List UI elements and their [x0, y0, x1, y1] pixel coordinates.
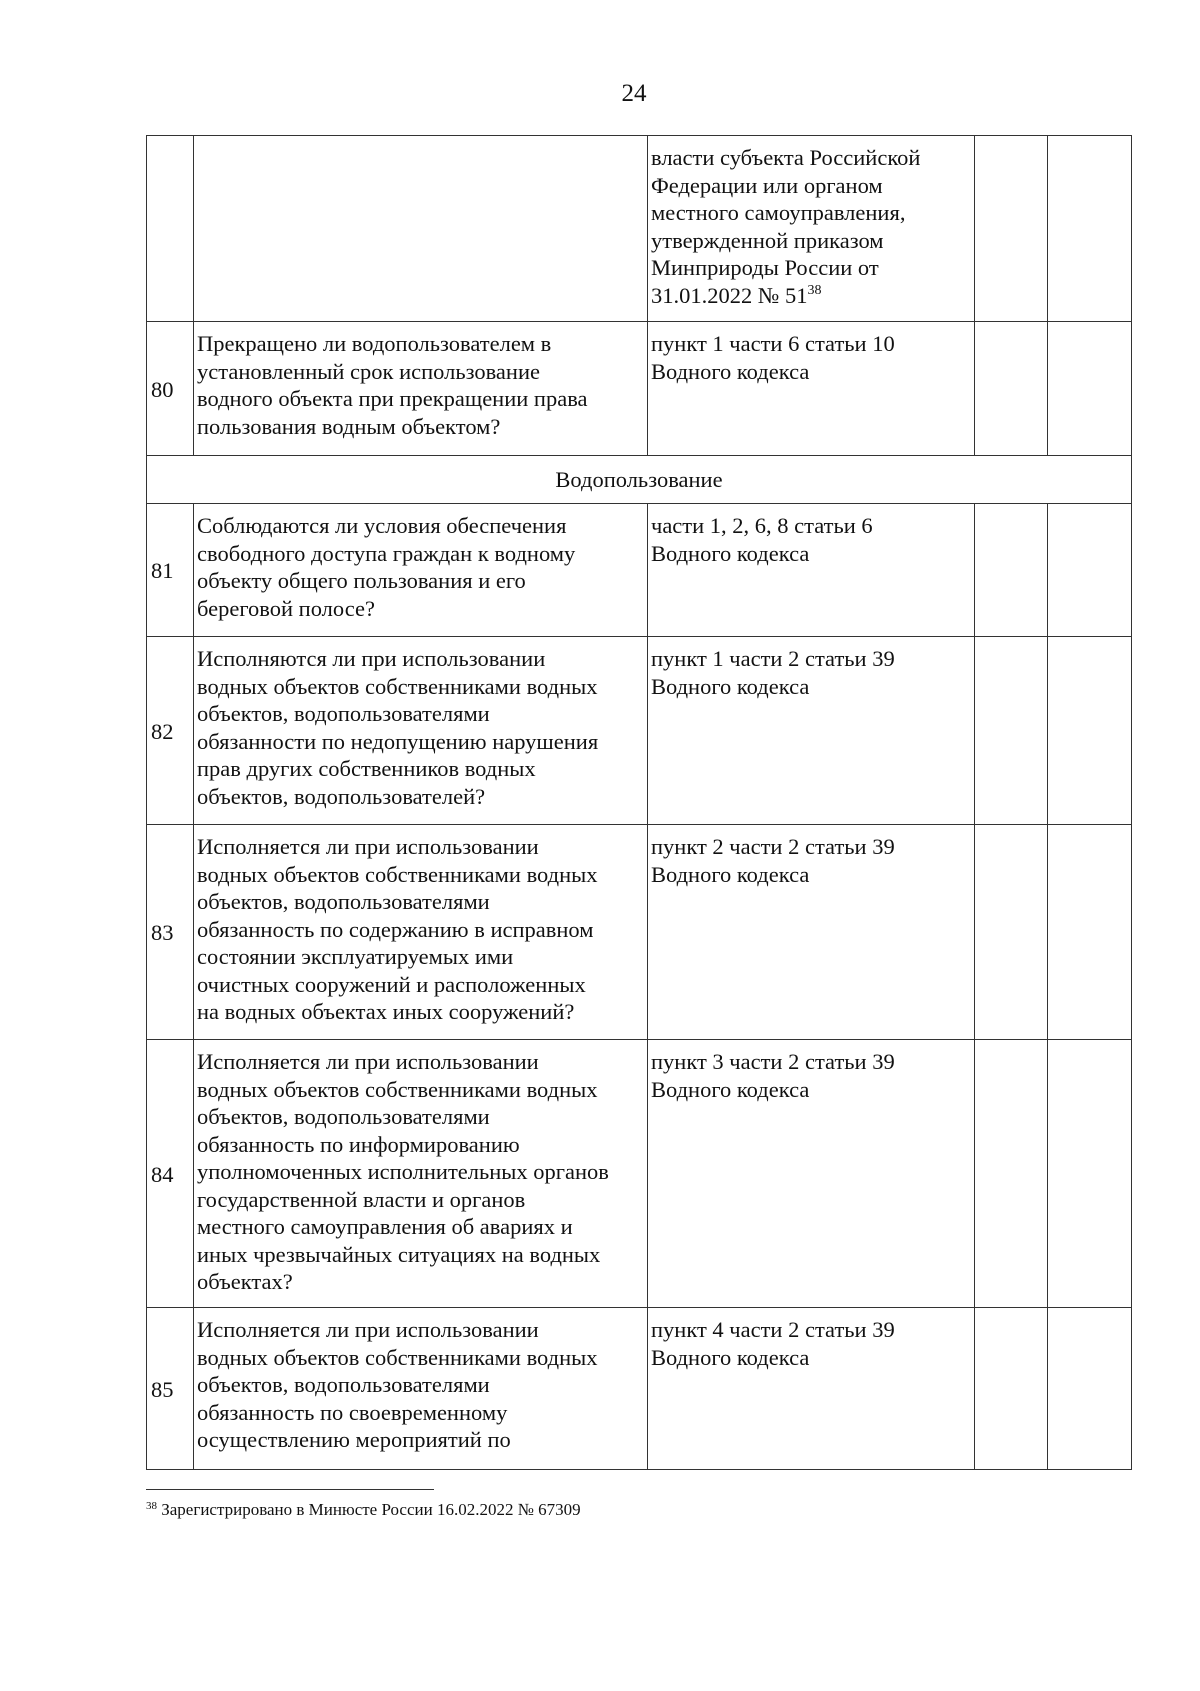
- footnote-reference: 38: [807, 282, 822, 298]
- empty-cell: [975, 637, 1048, 825]
- empty-cell: [1048, 504, 1132, 637]
- question-cell: Исполняется ли при использовании водных объектов собственниками водных объектов, водопользователями обязанность по содержанию в исправном состоянии эксплуатируемых ими очистных сооружений и расположенных на водных объектах иных сооружений?: [194, 825, 648, 1040]
- number-cell: [147, 136, 194, 322]
- empty-cell: [1048, 825, 1132, 1040]
- question-cell: Соблюдаются ли условия обеспечения свободного доступа граждан к водному объекту общего пользования и его береговой полосе?: [194, 504, 648, 637]
- legal-basis-cell: власти субъекта Российской Федерации или органом местного самоуправления, утвержденной приказом Минприроды России от 31.01.2022 № $51^{38}$: [648, 136, 975, 322]
- section-title: Водопользование: [147, 456, 1132, 504]
- legal-basis-cell: части 1, 2, 6, 8 статьи 6 Водного кодекса: [648, 504, 975, 637]
- legal-basis-cell: пункт 1 части 6 статьи 10 Водного кодекса: [648, 322, 975, 456]
- footnote: [146, 1500, 581, 1520]
- row-number: 82: [147, 637, 194, 825]
- empty-cell: [1048, 1040, 1132, 1308]
- row-number: 83: [147, 825, 194, 1040]
- table-row: [147, 1308, 1132, 1470]
- empty-cell: [1048, 1308, 1132, 1470]
- footnote-separator: [146, 1489, 434, 1490]
- question-cell: Исполняется ли при использовании водных объектов собственниками водных объектов, водопользователями обязанность по своевременному осуществлению мероприятий по: [194, 1308, 648, 1470]
- empty-cell: [1048, 136, 1132, 322]
- empty-cell: [975, 1040, 1048, 1308]
- table-row: [147, 825, 1132, 1040]
- legal-basis-cell: пункт 4 части 2 статьи 39 Водного кодекса: [648, 1308, 975, 1470]
- empty-cell: [975, 825, 1048, 1040]
- row-number: 84: [147, 1040, 194, 1308]
- legal-basis-cell: пункт 1 части 2 статьи 39 Водного кодекса: [648, 637, 975, 825]
- question-cell: Прекращено ли водопользователем в установленный срок использование водного объекта при прекращении права пользования водным объектом?: [194, 322, 648, 456]
- empty-cell: [975, 504, 1048, 637]
- footnote-marker: 38: [146, 1500, 157, 1512]
- question-cell: [194, 136, 648, 322]
- empty-cell: [1048, 637, 1132, 825]
- footnote-text: Зарегистрировано в Минюсте России 16.02.2022 № 67309: [161, 1500, 581, 1519]
- section-row: [147, 456, 1132, 504]
- row-number: 81: [147, 504, 194, 637]
- question-cell: Исполняется ли при использовании водных объектов собственниками водных объектов, водопользователями обязанность по информированию уполномоченных исполнительных органов государственной власти и органов местного самоуправления об авариях и иных чрезвычайных ситуациях на водных объектах?: [194, 1040, 648, 1308]
- empty-cell: [975, 1308, 1048, 1470]
- row-number: 80: [147, 322, 194, 456]
- empty-cell: [975, 136, 1048, 322]
- table-row: [147, 322, 1132, 456]
- empty-cell: [1048, 322, 1132, 456]
- table-row: [147, 504, 1132, 637]
- empty-cell: [975, 322, 1048, 456]
- legal-basis-cell: пункт 2 части 2 статьи 39 Водного кодекса: [648, 825, 975, 1040]
- table-row: [147, 1040, 1132, 1308]
- table-row: [147, 136, 1132, 322]
- checklist-table: [146, 135, 1132, 1470]
- row-number: 85: [147, 1308, 194, 1470]
- page-number: 24: [621, 80, 647, 107]
- legal-basis-cell: пункт 3 части 2 статьи 39 Водного кодекса: [648, 1040, 975, 1308]
- question-cell: Исполняются ли при использовании водных объектов собственниками водных объектов, водопользователями обязанности по недопущению нарушения прав других собственников водных объектов, водопользователей?: [194, 637, 648, 825]
- table-row: [147, 637, 1132, 825]
